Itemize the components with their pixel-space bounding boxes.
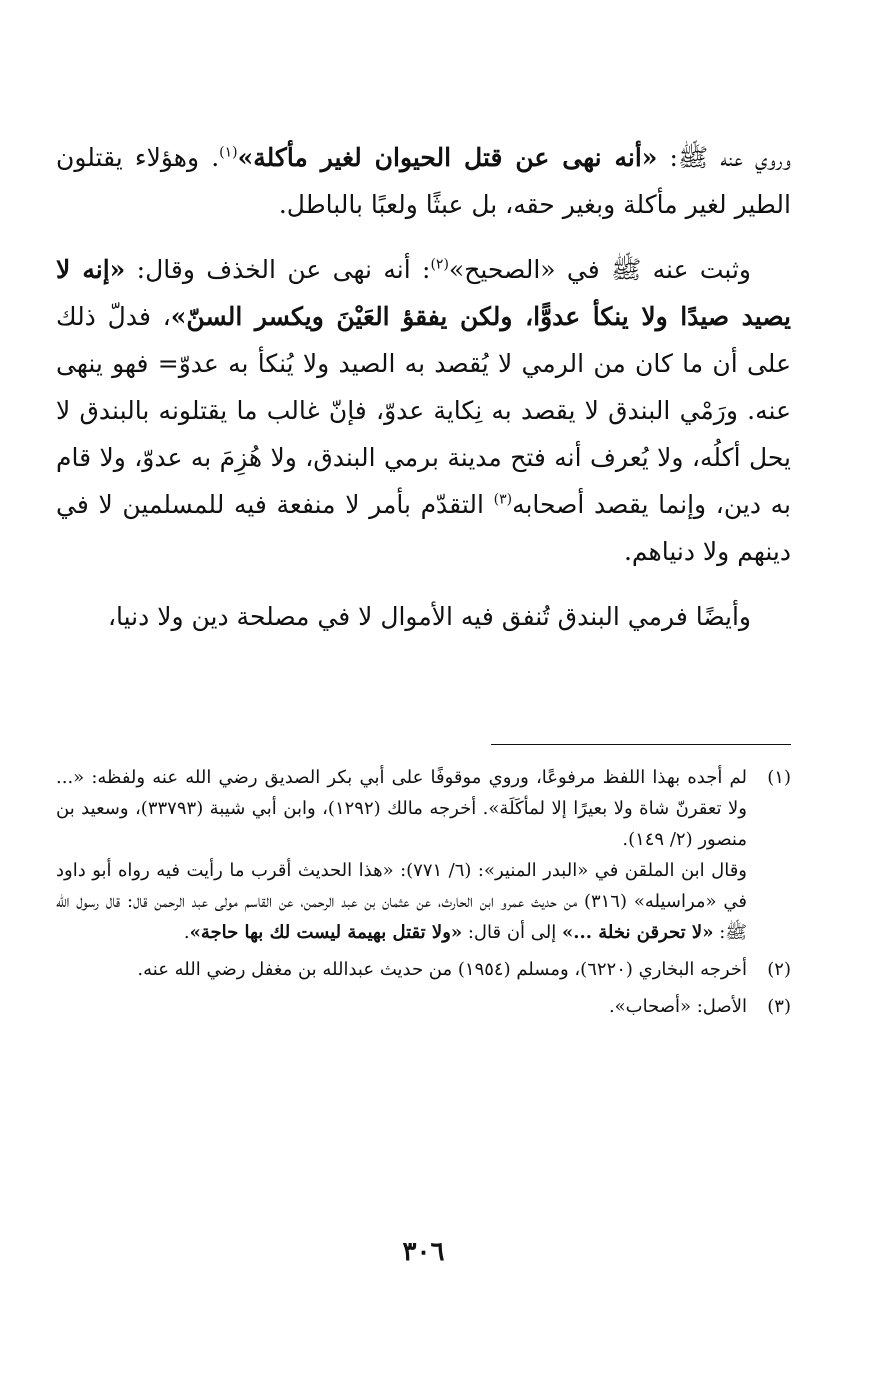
footnote-2-text: أخرجه البخاري (٦٢٢٠)، ومسلم (١٩٥٤) من حديث عبدالله بن مغفل رضي الله عنه. [137,959,747,980]
paragraph-3: وأيضًا فرمي البندق تُنفق فيه الأموال لا في مصلحة دين ولا دنيا، [107,602,751,631]
footnote-1-bold-2: «ولا تقتل بهيمة ليست لك بها حاجة» [189,922,463,943]
footnote-divider [491,744,791,745]
footnote-3-text: الأصل: «أصحاب». [608,996,747,1017]
paragraph-2-text-d: ، فدلّ ذلك على أن ما كان من الرمي لا يُقصد به الصيد ولا يُنكأ به عدوّ= فهو ينهى عنه. ورَمْي البندق لا يقصد به نِكاية عدوّ، فإنّ غالب ما يقتلونه بالبندق لا يحل أكلُه، ولا يُعرف أنه فتح مدينة برمي البندق، ولا هُزِمَ به عدوّ، ولا قام به دين، وإنما يقصد أصحابه [56,302,791,519]
paragraph-2-text-b: : أنه نهى عن الخذف وقال: [125,255,431,284]
footnote-number: (٢) [767,959,791,980]
footnote-1-line-1: لم أجده بهذا اللفظ مرفوعًا، وروي موقوفًا على أبي بكر الصديق رضي الله عنه ولفظه: «... ولا تعقرنّ شاة ولا بعيرًا إلا لمأكَلَة». أخرجه مالك (١٢٩٢)، وابن أبي شيبة (٣٣٧٩٣)، وسعيد بن منصور (٢/ ١٤٩). [56,767,748,850]
footnote-number: (٣) [767,996,791,1017]
paragraph-2-text-a: وثبت عنه ﷺ في «الصحيح» [448,255,751,284]
paragraph-2-text-e: التقدّم بأمر لا منفعة فيه للمسلمين لا في دينهم ولا دنياهم. [56,490,791,566]
footnote-1 [56,762,791,948]
footnote-2 [56,954,791,985]
paragraph-1-text-c: . وهؤلاء يقتلون الطير لغير مأكلة وبغير حقه، بل عبثًا ولعبًا بالباطل. [56,143,791,219]
footnote-ref-3: (٣) [493,491,513,508]
footnote-ref-1: (١) [219,144,238,161]
paragraph-1 [56,134,791,228]
book-page [56,0,791,1381]
hadith-quote-1: «أنه نهى عن قتل الحيوان لغير مأكلة» [237,143,658,172]
footnote-number: (١) [767,767,791,788]
paragraph-1-text-a: وروي عنه ﷺ: [657,143,791,172]
footnote-3 [56,991,791,1022]
footnote-1-bold-1: «لا تحرقن نخلة ...» [561,922,714,943]
footnote-1-text: وقال ابن الملقن في «البدر المنير»: (٦/ ٧٧١): «هذا الحديث أقرب ما رأيت فيه رواه أبو داود في «مراسيله» (٣١٦) من حديث عمرو ابن الحارث، عن عثمان بن عبد الرحمن، عن القاسم مولى عبد الرحمن قال: قال رسول الله ﷺ: [56,860,748,943]
footnotes [56,762,791,1028]
footnote-body [56,954,747,985]
footnote-ref-2: (٢) [430,256,449,273]
footnote-1-line-2 [56,855,747,948]
page-number: ٣٠٦ [402,1237,445,1267]
footnote-1-end: . [183,922,190,943]
paragraph-2 [56,246,791,575]
hadith-quote-2: «إنه لا يصيد صيدًا ولا ينكأ عدوًّا، ولكن يفقؤ العَيْنَ ويكسر السنّ» [56,255,791,331]
footnote-body [56,991,747,1022]
footnote-1-mid: إلى أن قال: [462,922,562,943]
footnote-body [56,762,747,948]
main-text [56,134,791,640]
